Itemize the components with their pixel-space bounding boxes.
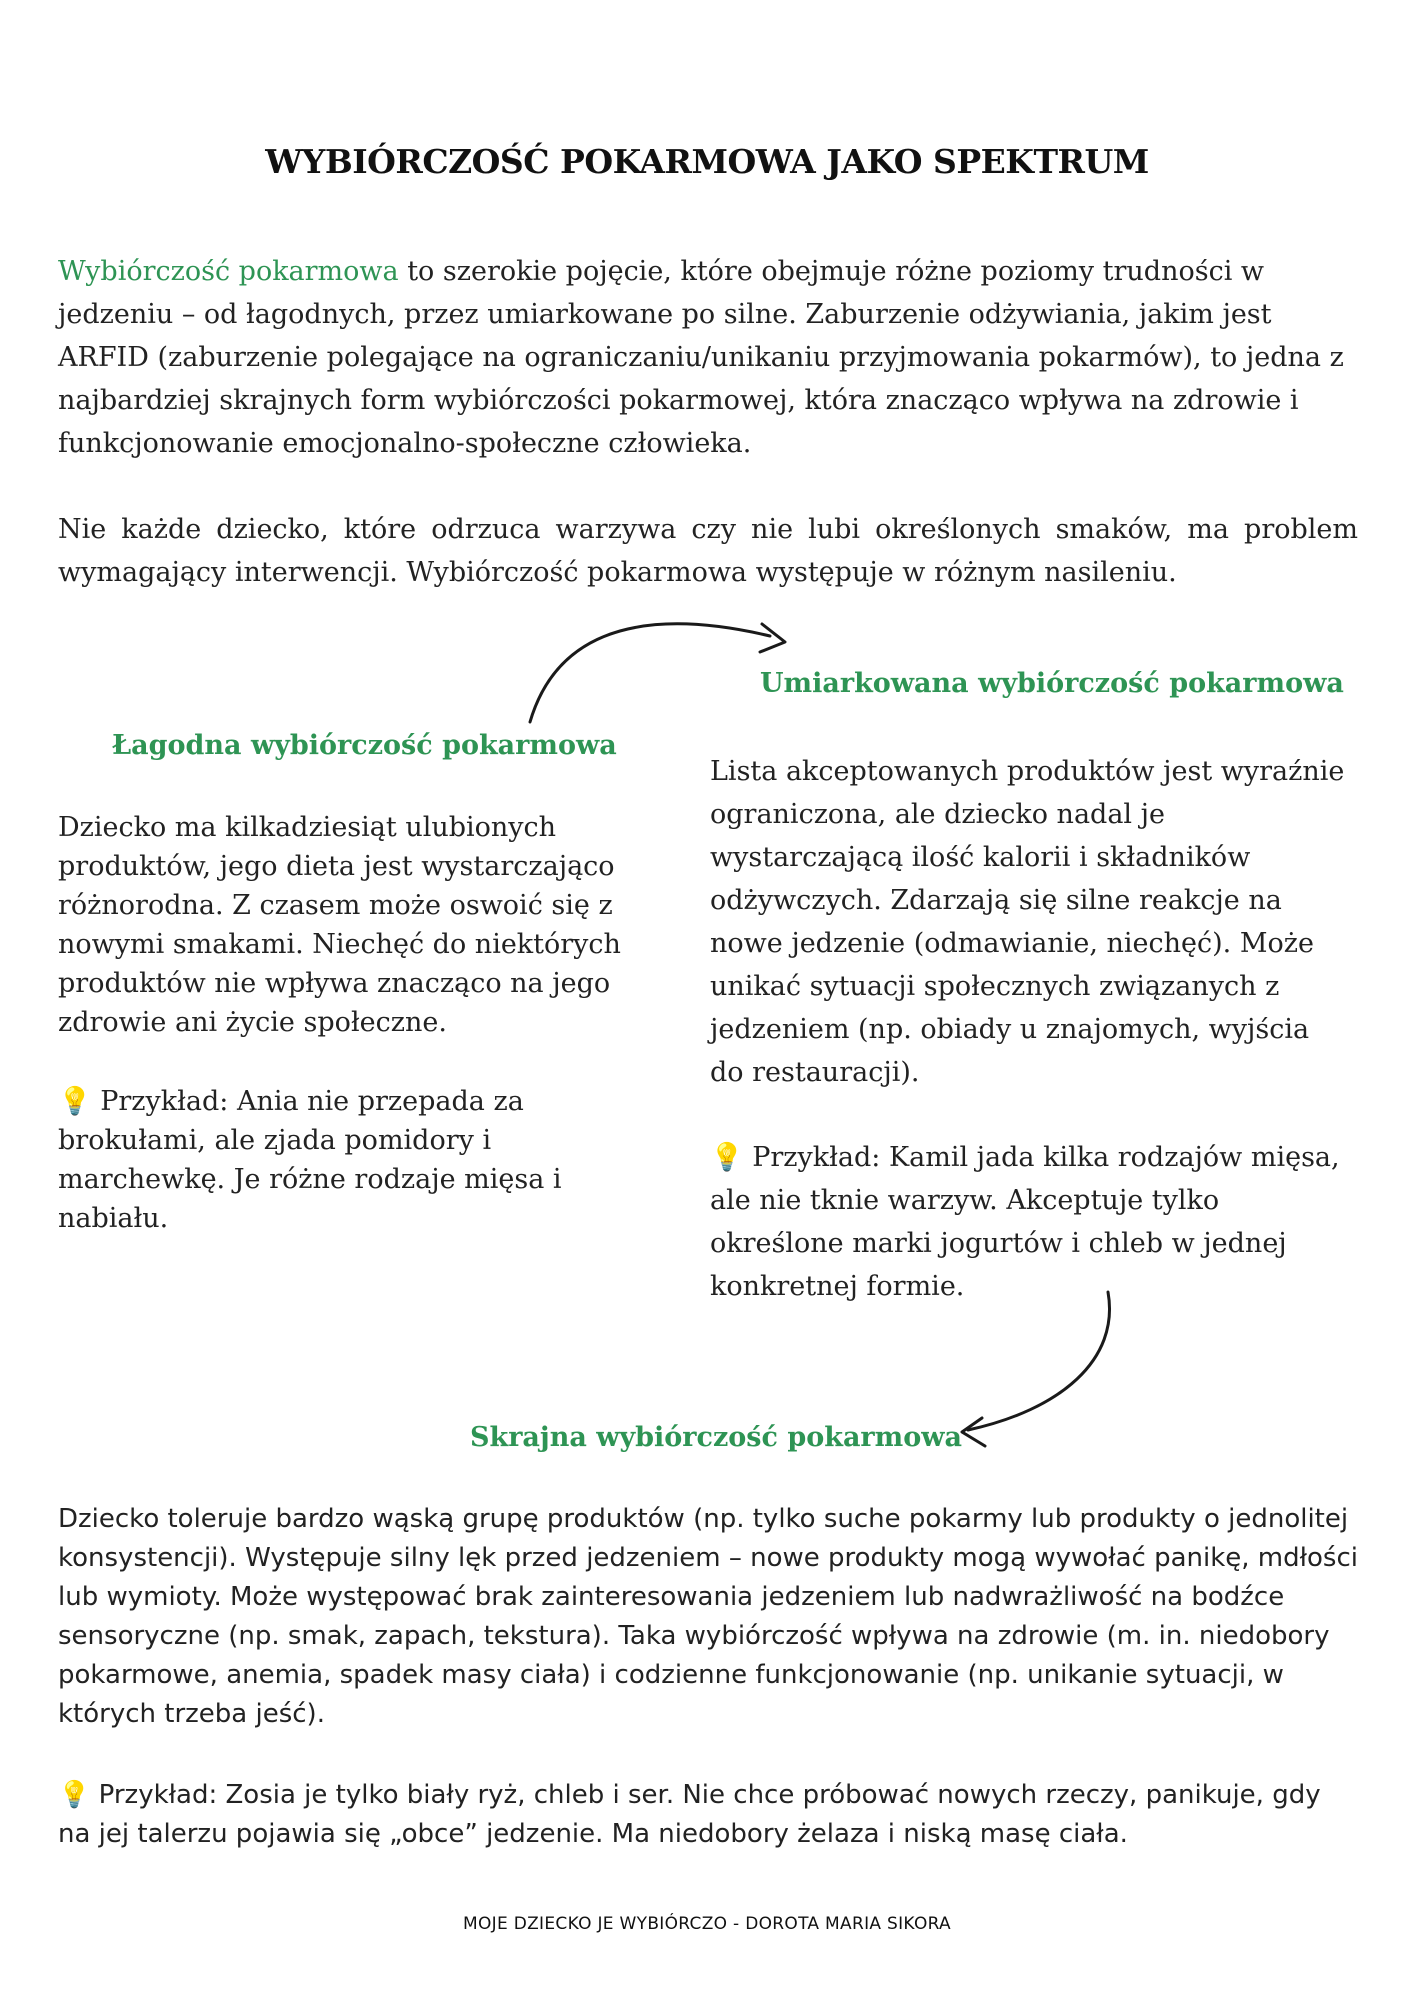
- mild-example-text: Przykład: Ania nie przepada za brokułami, ale zjada pomidory i marchewkę. Je różne rodzaje mięsa i nabiału.: [58, 1086, 562, 1234]
- footer-text: MOJE DZIECKO JE WYBIÓRCZO - DOROTA MARIA SIKORA: [463, 1914, 951, 1934]
- arrow-moderate-to-extreme: [968, 1292, 1110, 1430]
- mild-text: Dziecko ma kilkadziesiąt ulubionych produktów, jego dieta jest wystarczająco różnorodna. Z czasem może oswoić się z nowymi smakami. Niechęć do niektórych produktów nie wpływa znacząco na jego zdrowie ani życie społeczne.: [58, 812, 621, 1038]
- intro-paragraph-2: Nie każde dziecko, które odrzuca warzywa czy nie lubi określonych smaków, ma problem wymagający interwencji. Wybiórczość pokarmowa występuje w różnym nasileniu.: [58, 514, 1358, 588]
- lightbulb-icon: 💡: [58, 1780, 91, 1810]
- lightbulb-icon: 💡: [710, 1142, 744, 1173]
- arrow-mild-to-moderate: [530, 624, 770, 722]
- moderate-example-text: Przykład: Kamil jada kilka rodzajów mięsa, ale nie tknie warzyw. Akceptuje tylko określone marki jogurtów i chleb w jednej konkretnej formie.: [710, 1142, 1340, 1302]
- extreme-example: [58, 1776, 1358, 1854]
- intro-text: to szerokie pojęcie, które obejmuje różne poziomy trudności w jedzeniu – od łagodnych, przez umiarkowane po silne. Zaburzenie odżywiania, jakim jest ARFID (zaburzenie polegające na ograniczaniu/unikaniu przyjmowania pokarmów), to jedna z najbardziej skrajnych form wybiórczości pokarmowej, która znacząco wpływa na zdrowie i funkcjonowanie emocjonalno-społeczne człowieka.: [58, 256, 1344, 459]
- extreme-heading: Skrajna wybiórczość pokarmowa: [470, 1422, 962, 1453]
- mild-example: [58, 1082, 658, 1238]
- moderate-example: [710, 1136, 1350, 1308]
- extreme-example-text: Przykład: Zosia je tylko biały ryż, chleb i ser. Nie chce próbować nowych rzeczy, panikuje, gdy na jej talerzu pojawia się „obce” jedzenie. Ma niedobory żelaza i niską masę ciała.: [58, 1780, 1321, 1849]
- extreme-text: Dziecko toleruje bardzo wąską grupę produktów (np. tylko suche pokarmy lub produkty o jednolitej konsystencji). Występuje silny lęk przed jedzeniem – nowe produkty mogą wywołać panikę, mdłości lub wymioty. Może występować brak zainteresowania jedzeniem lub nadwrażliwość na bodźce sensoryczne (np. smak, zapach, tekstura). Taka wybiórczość wpływa na zdrowie (m. in. niedobory pokarmowe, anemia, spadek masy ciała) i codzienne funkcjonowanie (np. unikanie sytuacji, w których trzeba jeść).: [58, 1504, 1358, 1729]
- moderate-text: Lista akceptowanych produktów jest wyraźnie ograniczona, ale dziecko nadal je wystarczającą ilość kalorii i składników odżywczych. Zdarzają się silne reakcje na nowe jedzenie (odmawianie, niechęć). Może unikać sytuacji społecznych związanych z jedzeniem (np. obiady u znajomych, wyjścia do restauracji).: [710, 756, 1345, 1088]
- page-title: WYBIÓRCZOŚĆ POKARMOWA JAKO SPEKTRUM: [265, 142, 1149, 181]
- intro-highlight: Wybiórczość pokarmowa: [58, 256, 399, 287]
- mild-heading: Łagodna wybiórczość pokarmowa: [112, 730, 617, 761]
- lightbulb-icon: 💡: [58, 1086, 92, 1117]
- moderate-heading: Umiarkowana wybiórczość pokarmowa: [760, 668, 1344, 699]
